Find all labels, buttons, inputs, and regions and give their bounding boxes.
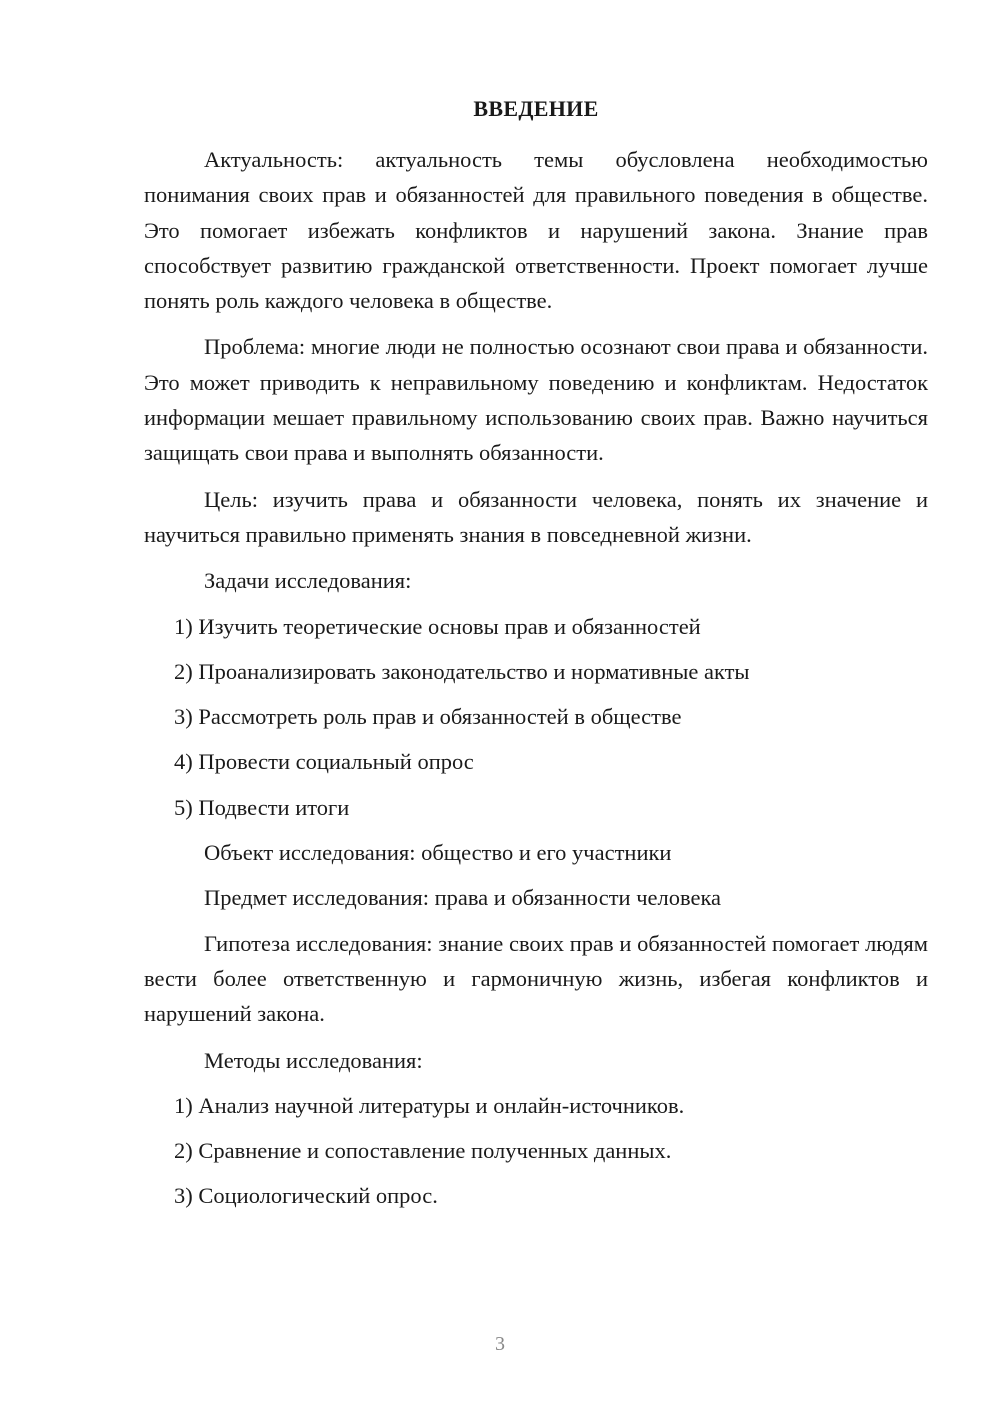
method-item: 1) Анализ научной литературы и онлайн-источников. <box>174 1092 685 1118</box>
object-line: Объект исследования: общество и его участники <box>204 840 672 866</box>
task-item: 5) Подвести итоги <box>174 794 350 820</box>
method-item: 3) Социологический опрос. <box>174 1183 438 1209</box>
task-item: 1) Изучить теоретические основы прав и обязанностей <box>174 613 701 639</box>
goal-paragraph: Цель: изучить права и обязанности человека, понять их значение и научиться правильно применять знания в повседневной жизни. <box>144 486 928 547</box>
tasks-heading: Задачи исследования: <box>204 568 412 594</box>
page-number: 3 <box>495 1333 505 1355</box>
relevance-paragraph: Актуальность: актуальность темы обусловлена необходимостью понимания своих прав и обязанностей для правильного поведения в обществе. Это помогает избежать конфликтов и нарушений закона. Знание прав способствует развитию гражданской ответственности. Проект помогает лучше понять роль каждого человека в обществе. <box>144 147 928 314</box>
task-item: 4) Провести социальный опрос <box>174 749 474 775</box>
problem-paragraph: Проблема: многие люди не полностью осознают свои права и обязанности. Это может приводить к неправильному поведению и конфликтам. Недостаток информации мешает правильному использованию своих прав. Важно научиться защищать свои права и выполнять обязанности. <box>144 334 928 466</box>
method-item: 2) Сравнение и сопоставление полученных данных. <box>174 1138 672 1164</box>
methods-heading: Методы исследования: <box>204 1047 423 1073</box>
task-item: 3) Рассмотреть роль прав и обязанностей в обществе <box>174 704 682 730</box>
document-body <box>144 142 928 1224</box>
task-item: 2) Проанализировать законодательство и нормативные акты <box>174 658 750 684</box>
hypothesis-paragraph: Гипотеза исследования: знание своих прав и обязанностей помогает людям вести более ответственную и гармоничную жизнь, избегая конфликтов и нарушений закона. <box>144 930 928 1027</box>
page-title: ВВЕДЕНИЕ <box>473 96 599 121</box>
subject-line: Предмет исследования: права и обязанности человека <box>204 885 722 911</box>
